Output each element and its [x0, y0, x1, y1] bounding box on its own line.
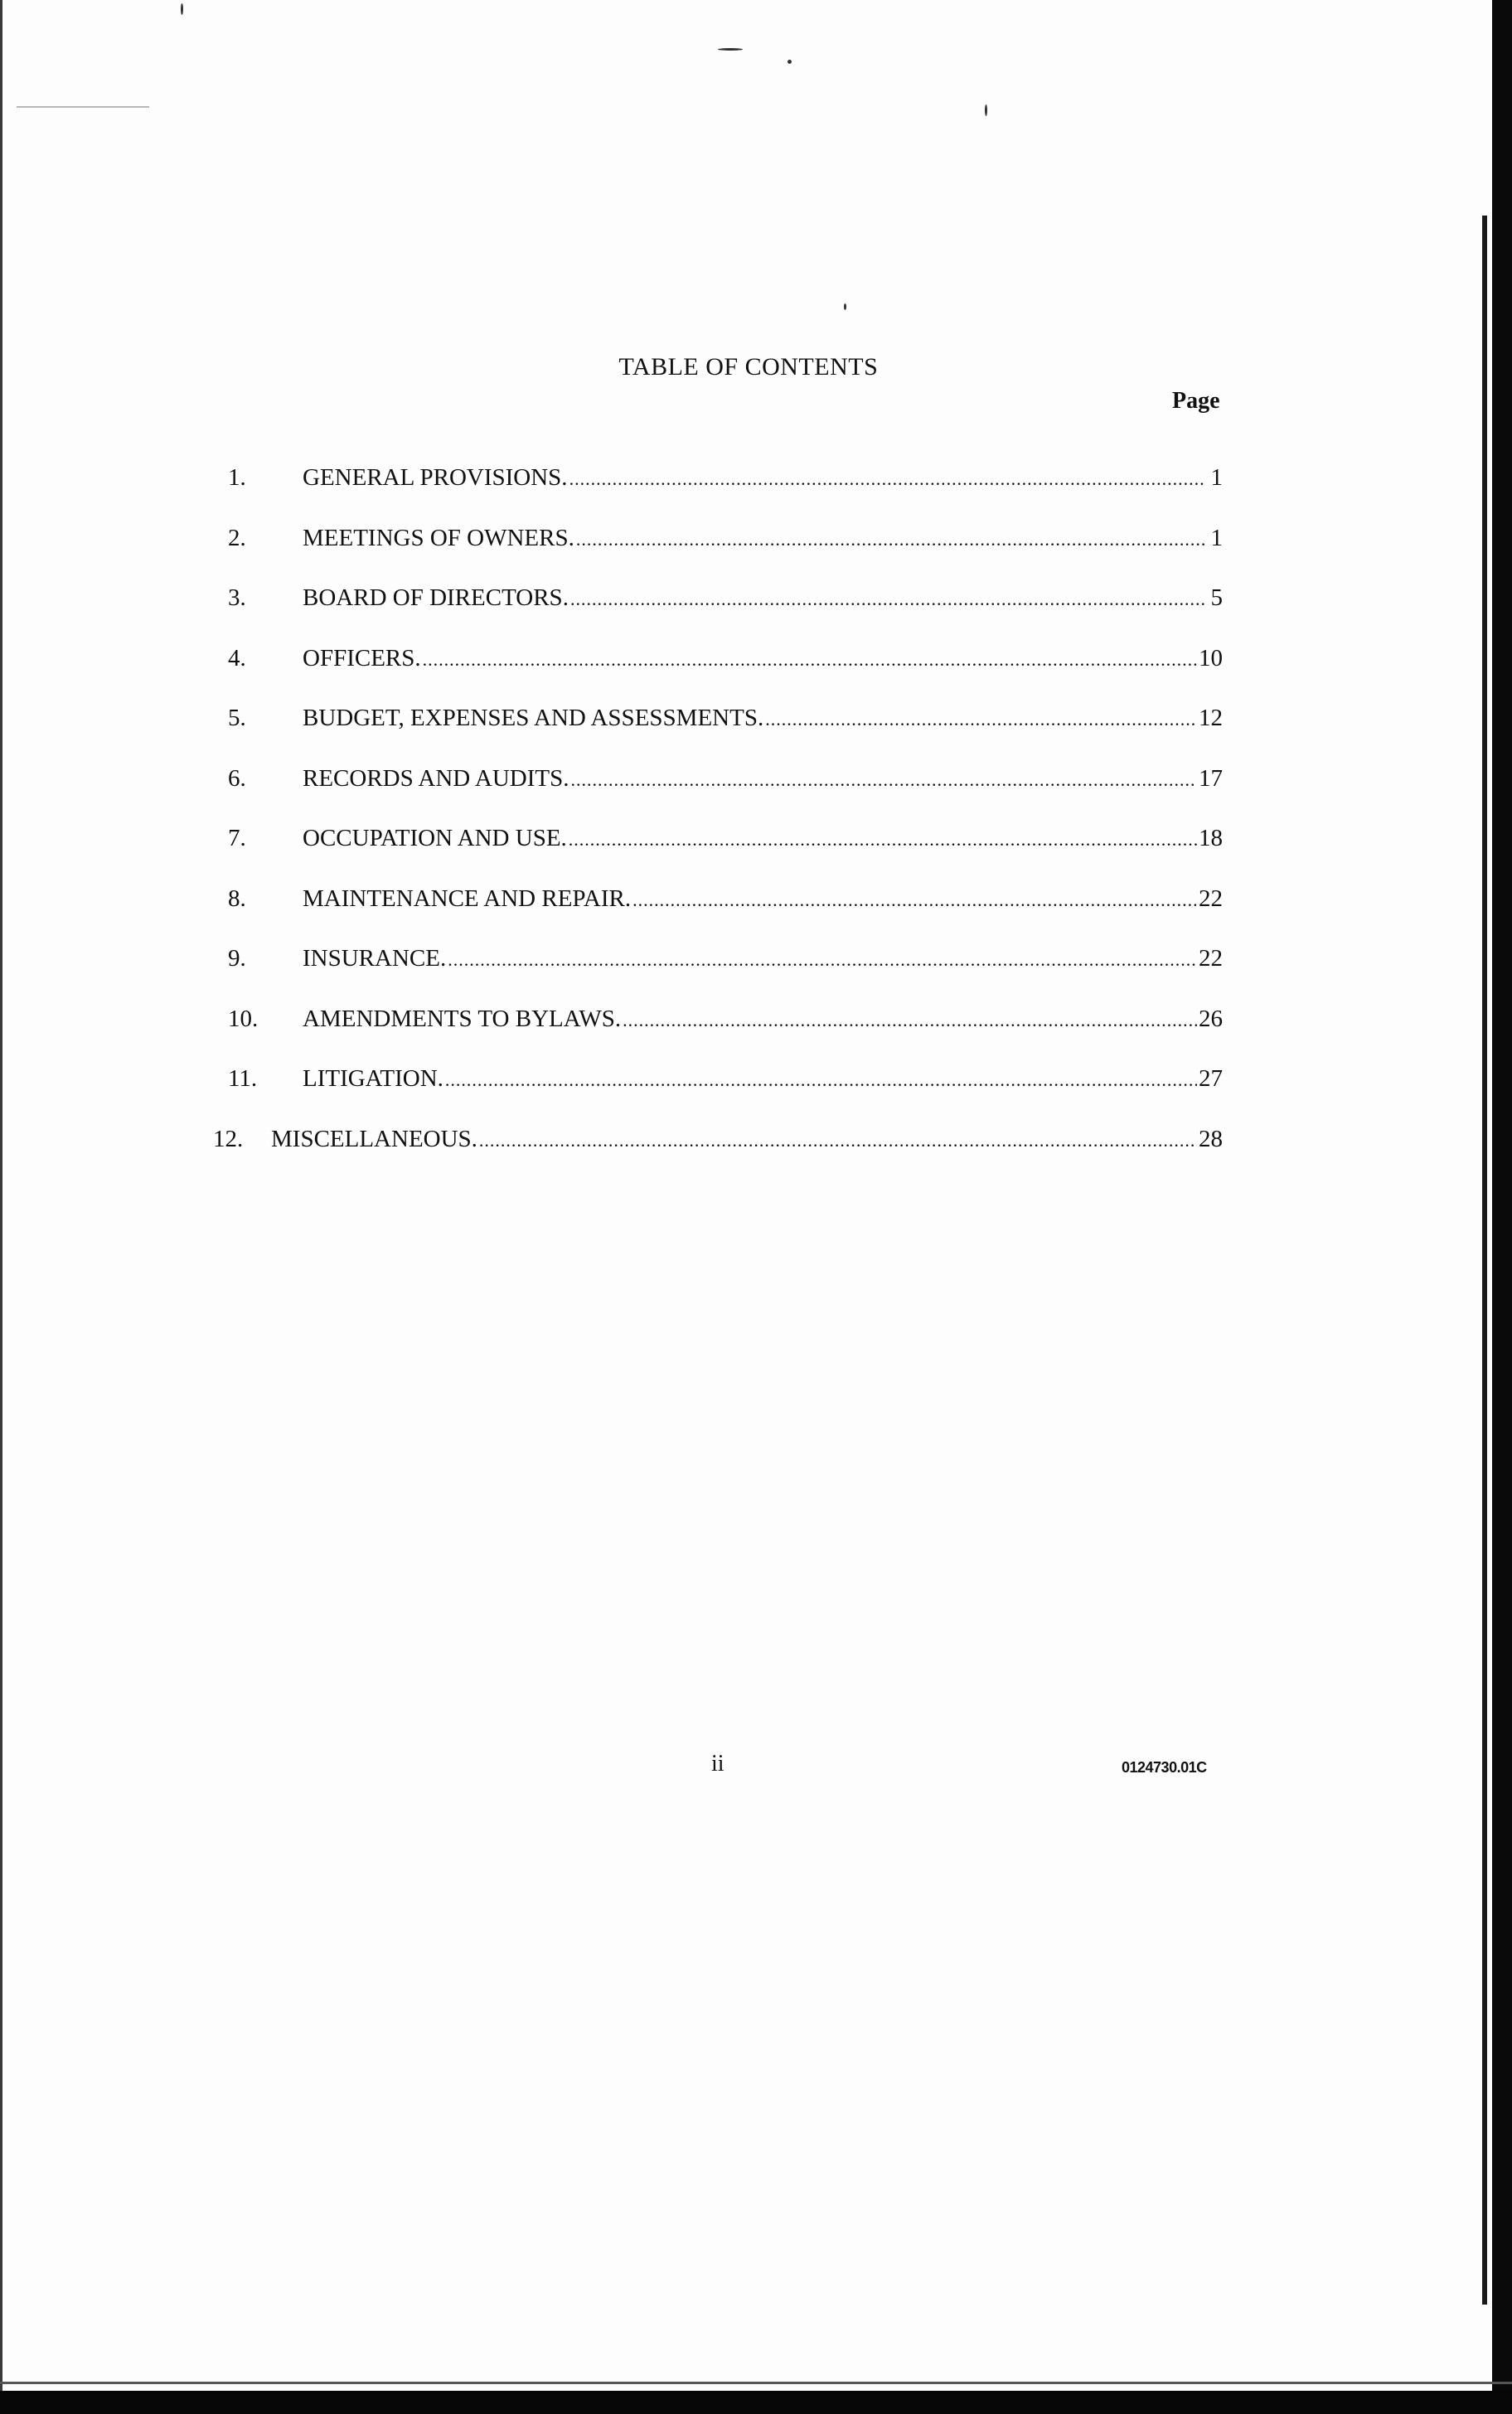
toc-dot-leader: [445, 1069, 1197, 1091]
toc-entry-number: 5.: [228, 705, 246, 731]
toc-entry-number: 4.: [228, 644, 246, 671]
toc-entry-page: 5: [1210, 584, 1223, 611]
toc-entry-number: 11.: [228, 1065, 258, 1092]
toc-entry: [228, 885, 1223, 946]
scan-speck: [844, 303, 846, 310]
toc-entry-label: GENERAL PROVISIONS.: [303, 464, 568, 491]
toc-entry-page: 17: [1199, 764, 1223, 792]
scan-edge-bottom: [0, 2391, 1512, 2414]
toc-entry-number: 7.: [228, 825, 246, 851]
toc-entry-label: LITIGATION.: [303, 1065, 443, 1092]
toc-dot-leader: [765, 709, 1197, 730]
toc-entry-number: 8.: [228, 885, 246, 912]
toc-entry-label: MAINTENANCE AND REPAIR.: [303, 885, 632, 912]
toc-entry: [228, 645, 1223, 705]
toc-entry-label: MEETINGS OF OWNERS.: [303, 524, 574, 551]
scan-edge-right-inner: [1482, 216, 1487, 2305]
toc-entry-label: INSURANCE.: [303, 945, 447, 972]
toc-entry: [211, 1126, 1223, 1186]
toc-entry-number: 9.: [228, 945, 246, 972]
toc-list: [213, 464, 1223, 1185]
footer-document-code: 0124730.01C: [1122, 1759, 1207, 1776]
footer-page-number: ii: [711, 1751, 724, 1777]
scan-speck: [181, 3, 183, 15]
toc-dot-leader: [570, 769, 1197, 791]
toc-dot-leader: [569, 829, 1197, 851]
toc-title: TABLE OF CONTENTS: [618, 353, 879, 381]
toc-entry-number: 6.: [228, 764, 246, 792]
toc-entry-page: 12: [1199, 705, 1223, 731]
toc-entry-label: OFFICERS.: [303, 644, 421, 671]
toc-entry-label: MISCELLANEOUS.: [271, 1125, 477, 1152]
toc-entry: [228, 1006, 1223, 1066]
scan-edge-bottom-line: [0, 2382, 1512, 2384]
toc-entry: [228, 705, 1223, 765]
toc-entry-number: 10.: [228, 1005, 259, 1032]
toc-entry-label: OCCUPATION AND USE.: [303, 825, 567, 851]
toc-entry: [228, 584, 1223, 645]
toc-entry: [228, 464, 1223, 525]
scan-speck: [17, 106, 149, 108]
toc-entry-page: 18: [1199, 825, 1223, 851]
toc-entry-page: 27: [1199, 1065, 1223, 1092]
toc-entry-label: BOARD OF DIRECTORS.: [303, 584, 569, 611]
toc-dot-leader: [623, 1010, 1197, 1031]
scan-speck: [788, 60, 792, 64]
toc-entry-page: 22: [1199, 945, 1223, 972]
toc-entry-page: 22: [1199, 885, 1223, 912]
toc-entry-page: 28: [1199, 1125, 1223, 1152]
toc-dot-leader: [479, 1130, 1197, 1151]
toc-entry: [228, 1065, 1223, 1126]
toc-entry: [228, 525, 1223, 585]
toc-entry-number: 12.: [213, 1125, 244, 1152]
toc-entry-label: RECORDS AND AUDITS.: [303, 764, 569, 792]
toc-entry-page: 26: [1199, 1005, 1223, 1032]
toc-entry: [228, 765, 1223, 826]
scan-speck: [718, 48, 743, 51]
toc-entry-page: 10: [1199, 644, 1223, 671]
toc-dot-leader: [576, 529, 1204, 550]
toc-entry-number: 3.: [228, 584, 246, 611]
toc-dot-leader: [423, 649, 1197, 671]
toc-entry-page: 1: [1210, 524, 1223, 551]
toc-entry: [228, 825, 1223, 885]
toc-entry-number: 2.: [228, 524, 246, 551]
toc-entry: [228, 945, 1223, 1006]
page-column-header: Page: [1172, 388, 1220, 414]
toc-dot-leader: [632, 889, 1197, 911]
toc-dot-leader: [569, 468, 1204, 490]
toc-dot-leader: [570, 589, 1204, 610]
toc-entry-number: 1.: [228, 464, 246, 491]
toc-entry-label: AMENDMENTS TO BYLAWS.: [303, 1005, 622, 1032]
toc-entry-label: BUDGET, EXPENSES AND ASSESSMENTS.: [303, 705, 764, 731]
toc-dot-leader: [448, 949, 1197, 971]
scan-speck: [985, 104, 987, 116]
toc-entry-page: 1: [1210, 464, 1223, 491]
